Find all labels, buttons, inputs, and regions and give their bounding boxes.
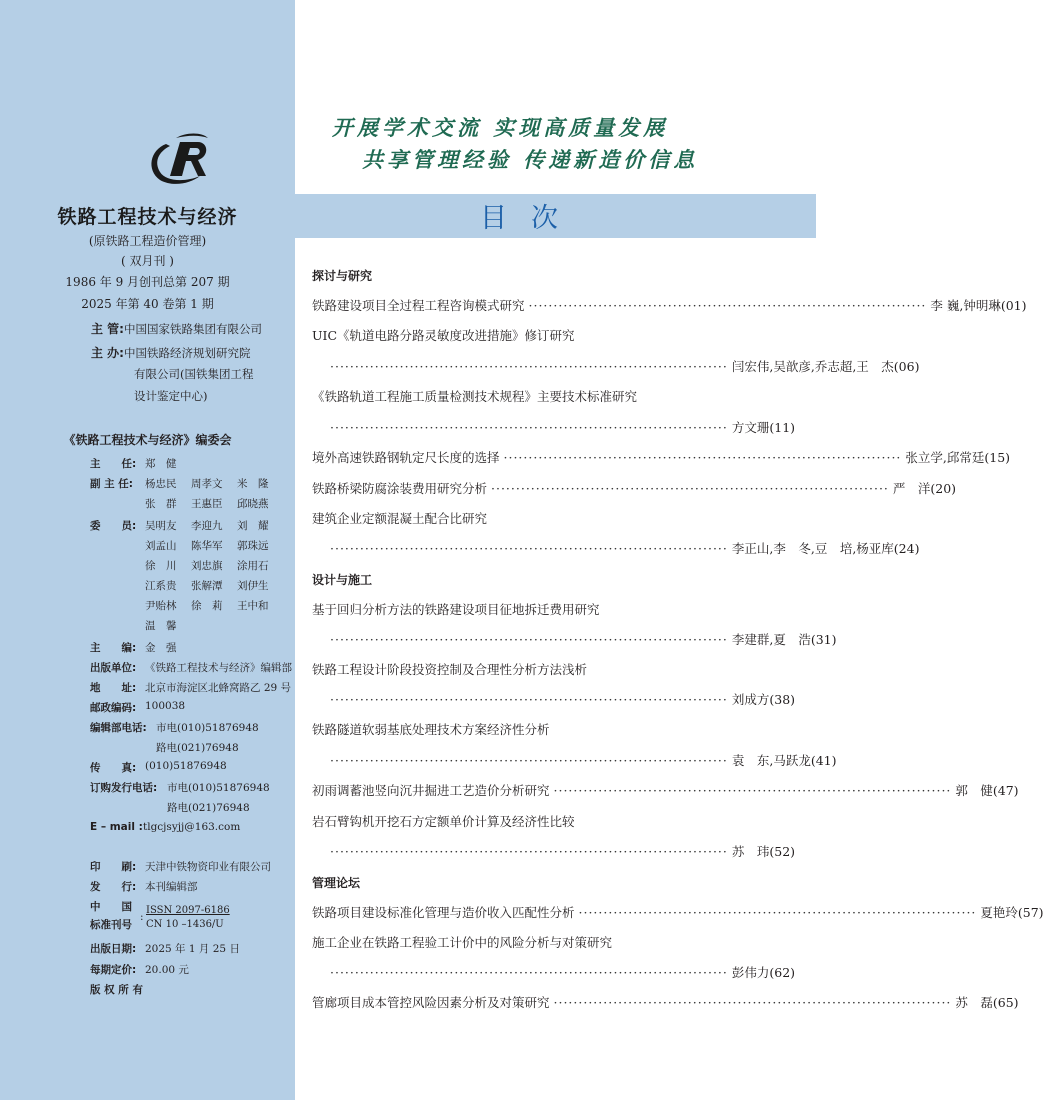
- entry-title: UIC《轨道电路分路灵敏度改进措施》修订研究: [312, 328, 575, 343]
- member-name: 刘孟山: [145, 540, 177, 552]
- member-name: 吴明友: [145, 520, 177, 532]
- std-colon: :: [140, 911, 144, 923]
- leader-dots: ················································································: [330, 359, 728, 374]
- toc-entry[interactable]: [312, 993, 1019, 1011]
- toc-entry[interactable]: [312, 812, 728, 830]
- deputy-label: 副 主 任:: [90, 478, 134, 490]
- former-name: (原铁路工程造价管理): [88, 234, 207, 248]
- deputy-name: 邱晓燕: [237, 498, 269, 510]
- member-name: 尹贻林: [145, 600, 177, 612]
- member-name: 郭珠远: [237, 540, 269, 552]
- postcode-label: 邮政编码:: [90, 702, 137, 714]
- member-name: 王中和: [237, 600, 269, 612]
- email: tlgcjsyjj@163.com: [143, 821, 241, 833]
- pubdate-label: 出版日期:: [90, 943, 137, 955]
- phone-rail: 路电(021)76948: [156, 742, 239, 754]
- deputy-name: 米 隆: [237, 478, 269, 490]
- leader-dots: ················································································: [330, 753, 728, 768]
- leader-dots: ················································································: [330, 420, 728, 435]
- entry-title: 铁路桥梁防腐涂装费用研究分析: [312, 481, 488, 496]
- copyright: 版 权 所 有: [90, 984, 143, 996]
- section-title: 管理论坛: [312, 876, 361, 890]
- leader-dots: ················································································: [330, 692, 728, 707]
- section-title: 设计与施工: [312, 573, 373, 587]
- entry-authors: 李建群,夏 浩(31): [731, 632, 837, 647]
- toc-entry-cont: [312, 418, 796, 436]
- entry-title: 施工企业在铁路工程验工计价中的风险分析与对策研究: [312, 935, 613, 950]
- leader-dots: ················································································: [330, 965, 728, 980]
- entry-title: 《铁路轨道工程施工质量检测技术规程》主要技术标准研究: [312, 389, 638, 404]
- toc-entry[interactable]: [312, 326, 728, 344]
- member-name: 涂用石: [237, 560, 269, 572]
- member-name: 温 馨: [145, 620, 177, 632]
- entry-authors: 张立学,邱常廷(15): [905, 450, 1011, 465]
- director-label: 主 任:: [90, 458, 137, 470]
- leader-dots: ················································································: [528, 298, 927, 313]
- leader-dots: ················································································: [578, 905, 977, 920]
- slogan-line-2: 共享管理经验 传递新造价信息: [362, 147, 699, 172]
- fax: (010)51876948: [145, 760, 227, 772]
- entry-title: 铁路项目建设标准化管理与造价收入匹配性分析: [312, 905, 575, 920]
- toc-entry-cont: [312, 751, 837, 769]
- section-title: 探讨与研究: [312, 269, 373, 283]
- toc-entry[interactable]: [312, 509, 728, 527]
- editor-name: 金 强: [145, 642, 177, 654]
- entry-authors: 郭 健(47): [955, 783, 1019, 798]
- std-label-2: 标准刊号: [90, 919, 132, 931]
- toc-entry[interactable]: [312, 387, 728, 405]
- entry-title: 铁路隧道软弱基底处理技术方案经济性分析: [312, 722, 550, 737]
- journal-title: 铁路工程技术与经济: [57, 206, 238, 228]
- leader-dots: ················································································: [491, 481, 889, 496]
- deputy-name: 杨忠民: [145, 478, 177, 490]
- email-label: E – mail :: [90, 821, 143, 833]
- frequency: ( 双月刊 ): [121, 254, 174, 268]
- sponsor-line-3: 设计鉴定中心): [134, 389, 208, 403]
- entry-title: 建筑企业定额混凝土配合比研究: [312, 511, 488, 526]
- price: 20.00 元: [145, 964, 189, 976]
- founded-info: 1986 年 9 月创刊总第 207 期: [65, 275, 230, 289]
- subscribe-rail: 路电(021)76948: [167, 802, 250, 814]
- printer: 天津中铁物资印业有限公司: [145, 861, 271, 873]
- toc-entry-cont: [312, 842, 796, 860]
- slogan-line-1: 开展学术交流 实现高质量发展: [332, 115, 669, 140]
- entry-title: 铁路工程设计阶段投资控制及合理性分析方法浅析: [312, 662, 588, 677]
- toc-entry[interactable]: [312, 448, 1011, 466]
- board-title: 《铁路工程技术与经济》编委会: [63, 433, 232, 447]
- address-label: 地 址:: [90, 682, 137, 694]
- member-name: 刘伊生: [237, 580, 269, 592]
- deputy-name: 王惠臣: [191, 498, 223, 510]
- entry-authors: 袁 东,马跃龙(41): [731, 753, 837, 768]
- toc-entry[interactable]: [312, 660, 728, 678]
- entry-authors: 李 巍,钟明琳(01): [930, 298, 1027, 313]
- entry-title: 岩石臂钩机开挖石方定额单价计算及经济性比较: [312, 814, 575, 829]
- postcode: 100038: [145, 700, 186, 712]
- member-name: 张解潭: [191, 580, 223, 592]
- entry-authors: 苏 磊(65): [955, 995, 1019, 1010]
- toc-entry-cont: [312, 690, 796, 708]
- entry-authors: 方文珊(11): [731, 420, 796, 435]
- deputy-name: 张 群: [145, 498, 177, 510]
- leader-dots: ················································································: [503, 450, 902, 465]
- toc-entry[interactable]: [312, 781, 1019, 799]
- printer-label: 印 刷:: [90, 861, 137, 873]
- entry-authors: 苏 玮(52): [731, 844, 796, 859]
- member-name: 刘忠旗: [191, 560, 223, 572]
- toc-entry-cont: [312, 357, 920, 375]
- toc-entry-cont: [312, 963, 796, 981]
- entry-authors: 严 洋(20): [892, 481, 957, 496]
- std-label: 中 国: [90, 901, 132, 913]
- toc-entry[interactable]: [312, 903, 1044, 921]
- issn-block: [146, 904, 230, 932]
- leader-dots: ················································································: [330, 844, 728, 859]
- director-name: 郑 健: [145, 458, 177, 470]
- member-name: 李迎九: [191, 520, 223, 532]
- leader-dots: ················································································: [553, 783, 952, 798]
- cn-number: CN 10 –1436/U: [146, 919, 224, 930]
- toc-entry-cont: [312, 539, 920, 557]
- member-name: 刘 耀: [237, 520, 269, 532]
- toc-entry[interactable]: [312, 933, 728, 951]
- sponsor-line: 主 办:中国铁路经济规划研究院: [91, 346, 251, 360]
- entry-authors: 刘成方(38): [731, 692, 796, 707]
- members-label: 委 员:: [90, 520, 137, 532]
- deputy-name: 周孝文: [191, 478, 223, 490]
- distributor-label: 发 行:: [90, 881, 137, 893]
- entry-authors: 夏艳玲(57): [980, 905, 1044, 920]
- entry-authors: 闫宏伟,吴歆彦,乔志超,王 杰(06): [731, 359, 920, 374]
- subscribe-label: 订购发行电话:: [90, 782, 158, 794]
- supervisor-line: 主 管:中国国家铁路集团有限公司: [91, 322, 262, 336]
- fax-label: 传 真:: [90, 762, 137, 774]
- member-name: 江系贵: [145, 580, 177, 592]
- entry-title: 初雨调蓄池竖向沉井掘进工艺造价分析研究: [312, 783, 550, 798]
- toc-entry-cont: [312, 630, 837, 648]
- entry-authors: 李正山,李 冬,豆 培,杨亚库(24): [731, 541, 920, 556]
- entry-title: 境外高速铁路钢轨定尺长度的选择: [312, 450, 500, 465]
- address: 北京市海淀区北蜂窝路乙 29 号: [145, 682, 292, 694]
- member-name: 陈华军: [191, 540, 223, 552]
- pubdate: 2025 年 1 月 25 日: [145, 943, 240, 955]
- member-name: 徐 莉: [191, 600, 223, 612]
- toc-entry[interactable]: [312, 479, 957, 497]
- entry-title: 管廊项目成本管控风险因素分析及对策研究: [312, 995, 550, 1010]
- editor-label: 主 编:: [90, 642, 137, 654]
- sponsor-line-2: 有限公司(国铁集团工程: [134, 367, 254, 381]
- entry-title: 基于回归分析方法的铁路建设项目征地拆迁费用研究: [312, 602, 600, 617]
- distributor: 本刊编辑部: [145, 881, 198, 893]
- entry-title: 铁路建设项目全过程工程咨询模式研究: [312, 298, 525, 313]
- toc-entry[interactable]: [312, 720, 728, 738]
- publisher-label: 出版单位:: [90, 662, 137, 674]
- member-name: 徐 川: [145, 560, 177, 572]
- toc-entry[interactable]: [312, 296, 1027, 314]
- toc-entry[interactable]: [312, 600, 728, 618]
- leader-dots: ················································································: [553, 995, 952, 1010]
- phone-city: 市电(010)51876948: [156, 722, 259, 734]
- cr-logo-icon: [146, 130, 212, 188]
- entry-authors: 彭伟力(62): [731, 965, 796, 980]
- toc-heading: 目次: [480, 203, 582, 234]
- issue-info: 2025 年第 40 卷第 1 期: [81, 297, 214, 311]
- phone-label: 编辑部电话:: [90, 722, 147, 734]
- leader-dots: ················································································: [330, 541, 728, 556]
- issn: ISSN 2097-6186: [146, 905, 230, 916]
- subscribe-city: 市电(010)51876948: [167, 782, 270, 794]
- leader-dots: ················································································: [330, 632, 728, 647]
- price-label: 每期定价:: [90, 964, 137, 976]
- publisher: 《铁路工程技术与经济》编辑部: [145, 662, 292, 674]
